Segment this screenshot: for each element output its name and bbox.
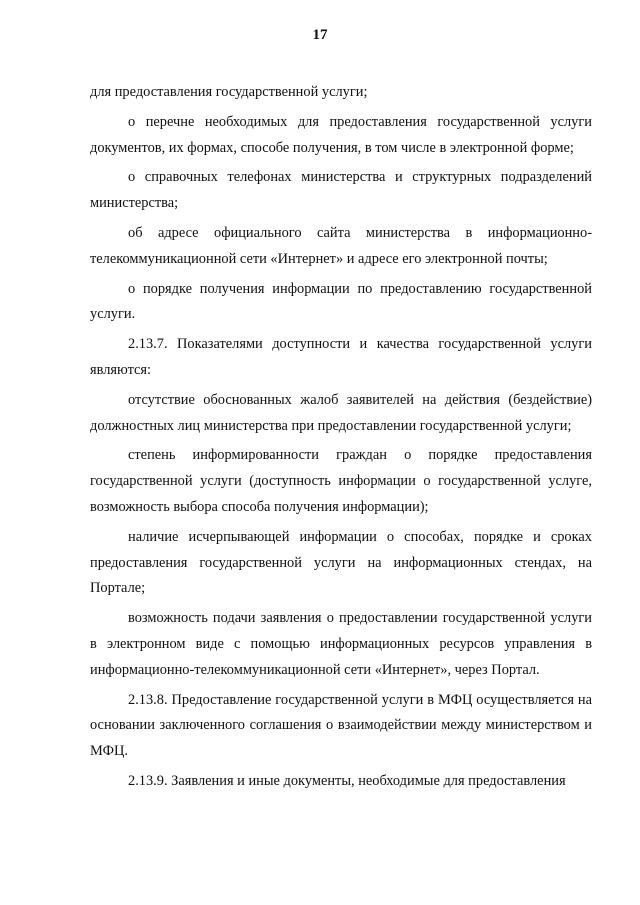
paragraph-10: возможность подачи заявления о предоставлении государственной услуги в электронном виде с помощью информационных ресурсов управления в информационно-телекоммуникационной сети «Интернет», через Портал. [90,610,592,678]
page-number: 17 [312,27,328,43]
paragraph-8: степень информированности граждан о порядке предоставления государственной услуги (доступность информации о государственной услуге, возможность выбора способа получения информации); [90,447,592,515]
document-body [90,80,592,795]
paragraph-11: 2.13.8. Предоставление государственной услуги в МФЦ осуществляется на основании заключенного соглашения о взаимодействии между министерством и МФЦ. [90,691,592,760]
paragraph-9: наличие исчерпывающей информации о способах, порядке и сроках предоставления государственной услуги на информационных стендах, на Портале; [90,528,592,597]
paragraph-4: об адресе официального сайта министерства в информационно-телекоммуникационной сети «Интернет» и адресе его электронной почты; [90,224,592,267]
paragraph-1: для предоставления государственной услуги; [90,84,368,100]
paragraph-2: о перечне необходимых для предоставления государственной услуги документов, их формах, способе получения, в том числе в электронной форме; [90,113,592,156]
paragraph-6: 2.13.7. Показателями доступности и качества государственной услуги являются: [90,336,592,378]
paragraph-3: о справочных телефонах министерства и структурных подразделений министерства; [90,169,592,212]
paragraph-5: о порядке получения информации по предоставлению государственной услуги. [90,280,592,323]
paragraph-7: отсутствие обоснованных жалоб заявителей на действия (бездействие) должностных лиц министерства при предоставлении государственной услуги; [90,391,592,434]
paragraph-12: 2.13.9. Заявления и иные документы, необходимые для предоставления [128,772,566,789]
